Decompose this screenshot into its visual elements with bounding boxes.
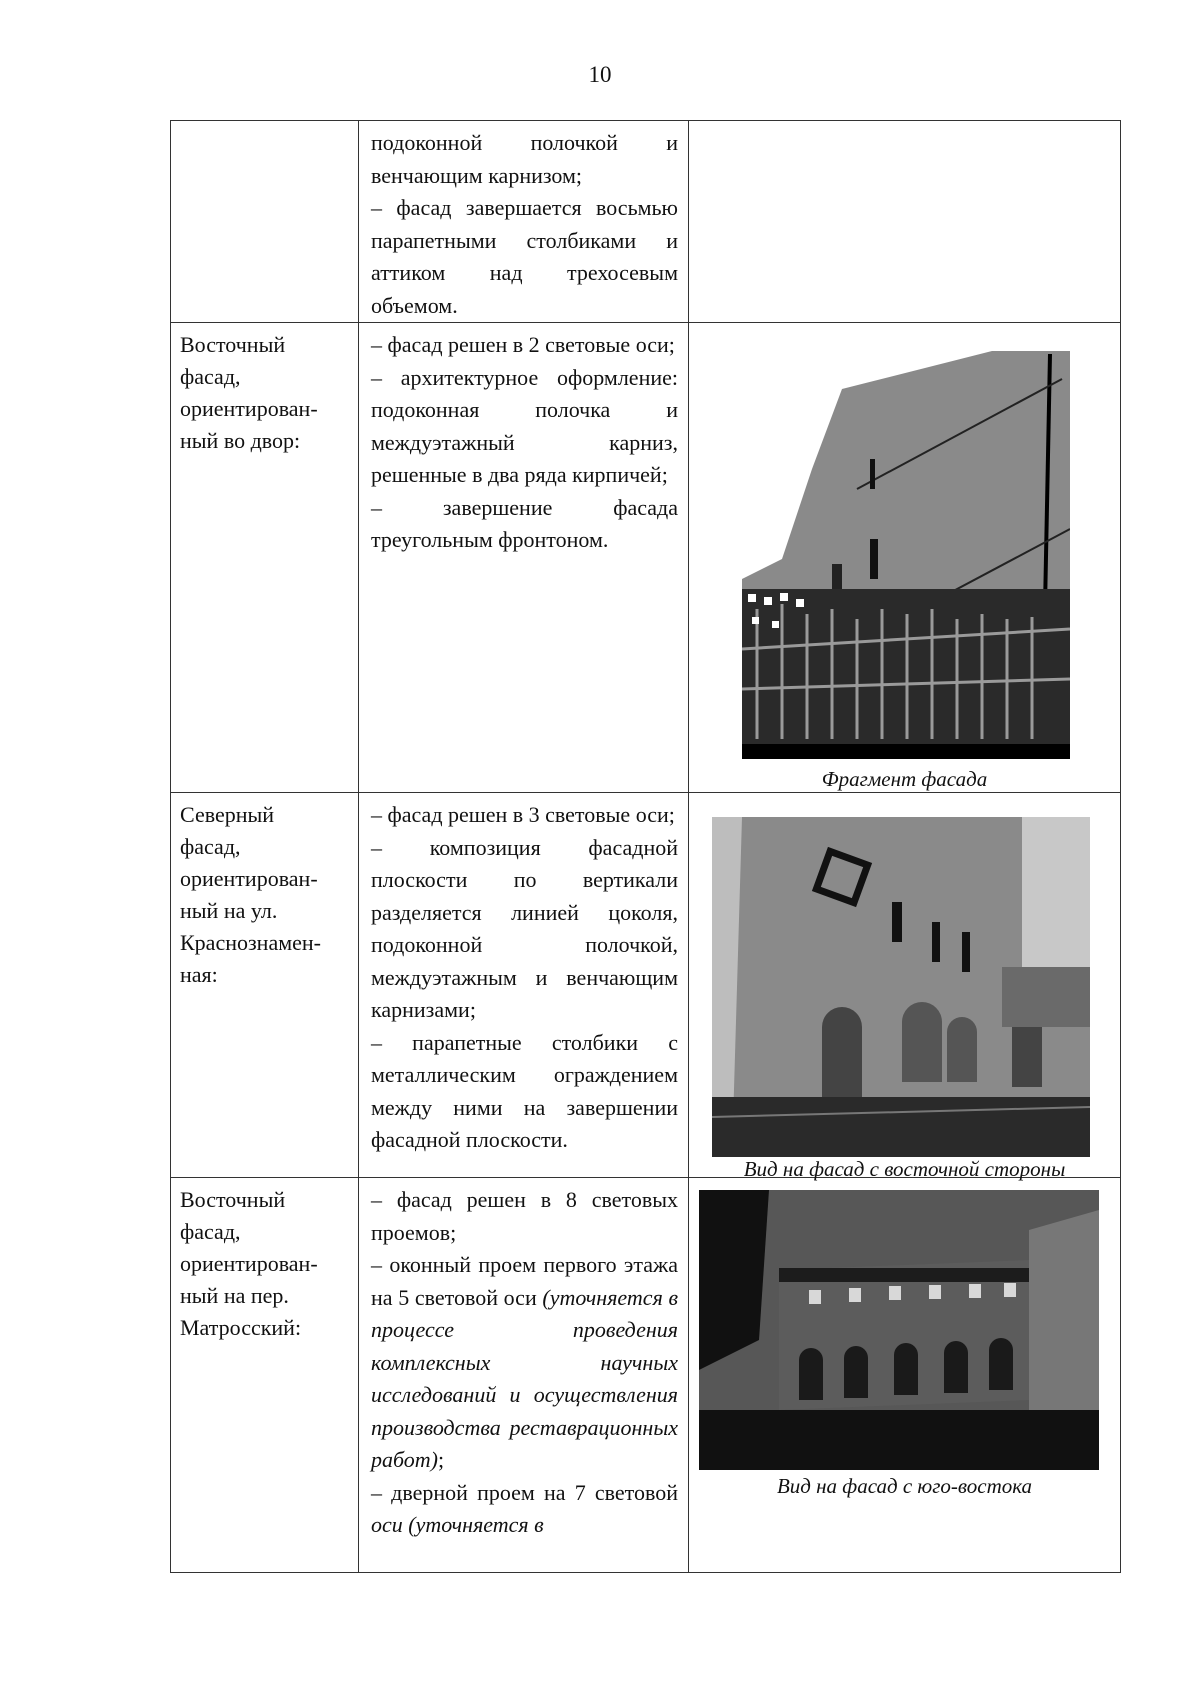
facade-description-cell	[359, 121, 689, 323]
facade-label-line: фасад,	[180, 364, 241, 389]
facade-label-line: фасад,	[180, 1219, 241, 1244]
facade-description-cell	[359, 323, 689, 793]
facade-description-cell	[359, 1178, 689, 1573]
facade-label-cell	[171, 323, 359, 793]
facade-label-cell	[171, 121, 359, 323]
description-item: – архитектурное оформление: подоконная полочка и междуэтажный карниз, решенные в два ряда кирпичей;	[371, 364, 678, 487]
facade-label-line: ный на ул.	[180, 898, 278, 923]
facade-image-cell	[689, 121, 1121, 323]
photo-caption: Фрагмент фасада	[821, 767, 988, 791]
description-item: – композиция фасадной плоскости по вертикали разделяется линией цоколя, подоконной полочкой, междуэтажным и венчающим карнизами;	[371, 834, 678, 1022]
facade-label-line: Матросский:	[180, 1315, 302, 1340]
facade-label-line: ный на пер.	[180, 1283, 289, 1308]
facade-label-cell	[171, 1178, 359, 1573]
facade-label-line: фасад,	[180, 834, 241, 859]
facade-image-cell	[689, 1178, 1121, 1573]
facade-image-cell	[689, 323, 1121, 793]
description-item: – дверной проем на 7 световой оси (уточняется в	[371, 1479, 678, 1537]
building-photo-icon	[712, 817, 1090, 1157]
facade-image-cell	[689, 793, 1121, 1181]
facade-label-cell	[171, 793, 359, 1178]
table-row	[171, 1178, 1121, 1573]
description-item: подоконной полочкой и венчающим карнизом;	[371, 130, 678, 188]
facade-label-line: ный во двор:	[180, 428, 301, 453]
facade-label-line: Восточный	[180, 1187, 286, 1212]
description-item: – оконный проем первого этажа на 5 световой оси (уточняется в процессе проведения комплексных научных исследований и осуществления производства реставрационных работ);	[371, 1252, 678, 1472]
facade-description-cell	[359, 793, 689, 1178]
facade-label-line: Краснознамен-	[180, 930, 321, 955]
building-photo-icon	[742, 349, 1070, 759]
table-row	[171, 793, 1121, 1178]
photo-caption: Вид на фасад с восточной стороны	[743, 1157, 1066, 1181]
facade-label-line: ная:	[180, 962, 218, 987]
description-item: – фасад завершается восьмью парапетными столбиками и аттиком над трехосевым объемом.	[371, 195, 678, 318]
table-row	[171, 323, 1121, 793]
table-row	[171, 121, 1121, 323]
page-number: 10	[588, 62, 612, 87]
facade-label-line: Восточный	[180, 332, 286, 357]
description-item: – фасад решен в 3 световые оси;	[371, 802, 675, 827]
description-item: – парапетные столбики с металлическим ограждением между ними на завершении фасадной плоскости.	[371, 1029, 678, 1152]
facade-label-line: ориентирован-	[180, 866, 318, 891]
facade-label-line: Северный	[180, 802, 275, 827]
facade-description-table	[170, 120, 1121, 1573]
description-item: – фасад решен в 8 световых проемов;	[371, 1187, 678, 1245]
facade-label-line: ориентирован-	[180, 1251, 318, 1276]
building-photo-icon	[699, 1190, 1099, 1470]
photo-caption: Вид на фасад с юго-востока	[776, 1474, 1033, 1498]
description-item: – фасад решен в 2 световые оси;	[371, 332, 675, 357]
description-item: – завершение фасада треугольным фронтоном.	[371, 494, 678, 552]
facade-label-line: ориентирован-	[180, 396, 318, 421]
